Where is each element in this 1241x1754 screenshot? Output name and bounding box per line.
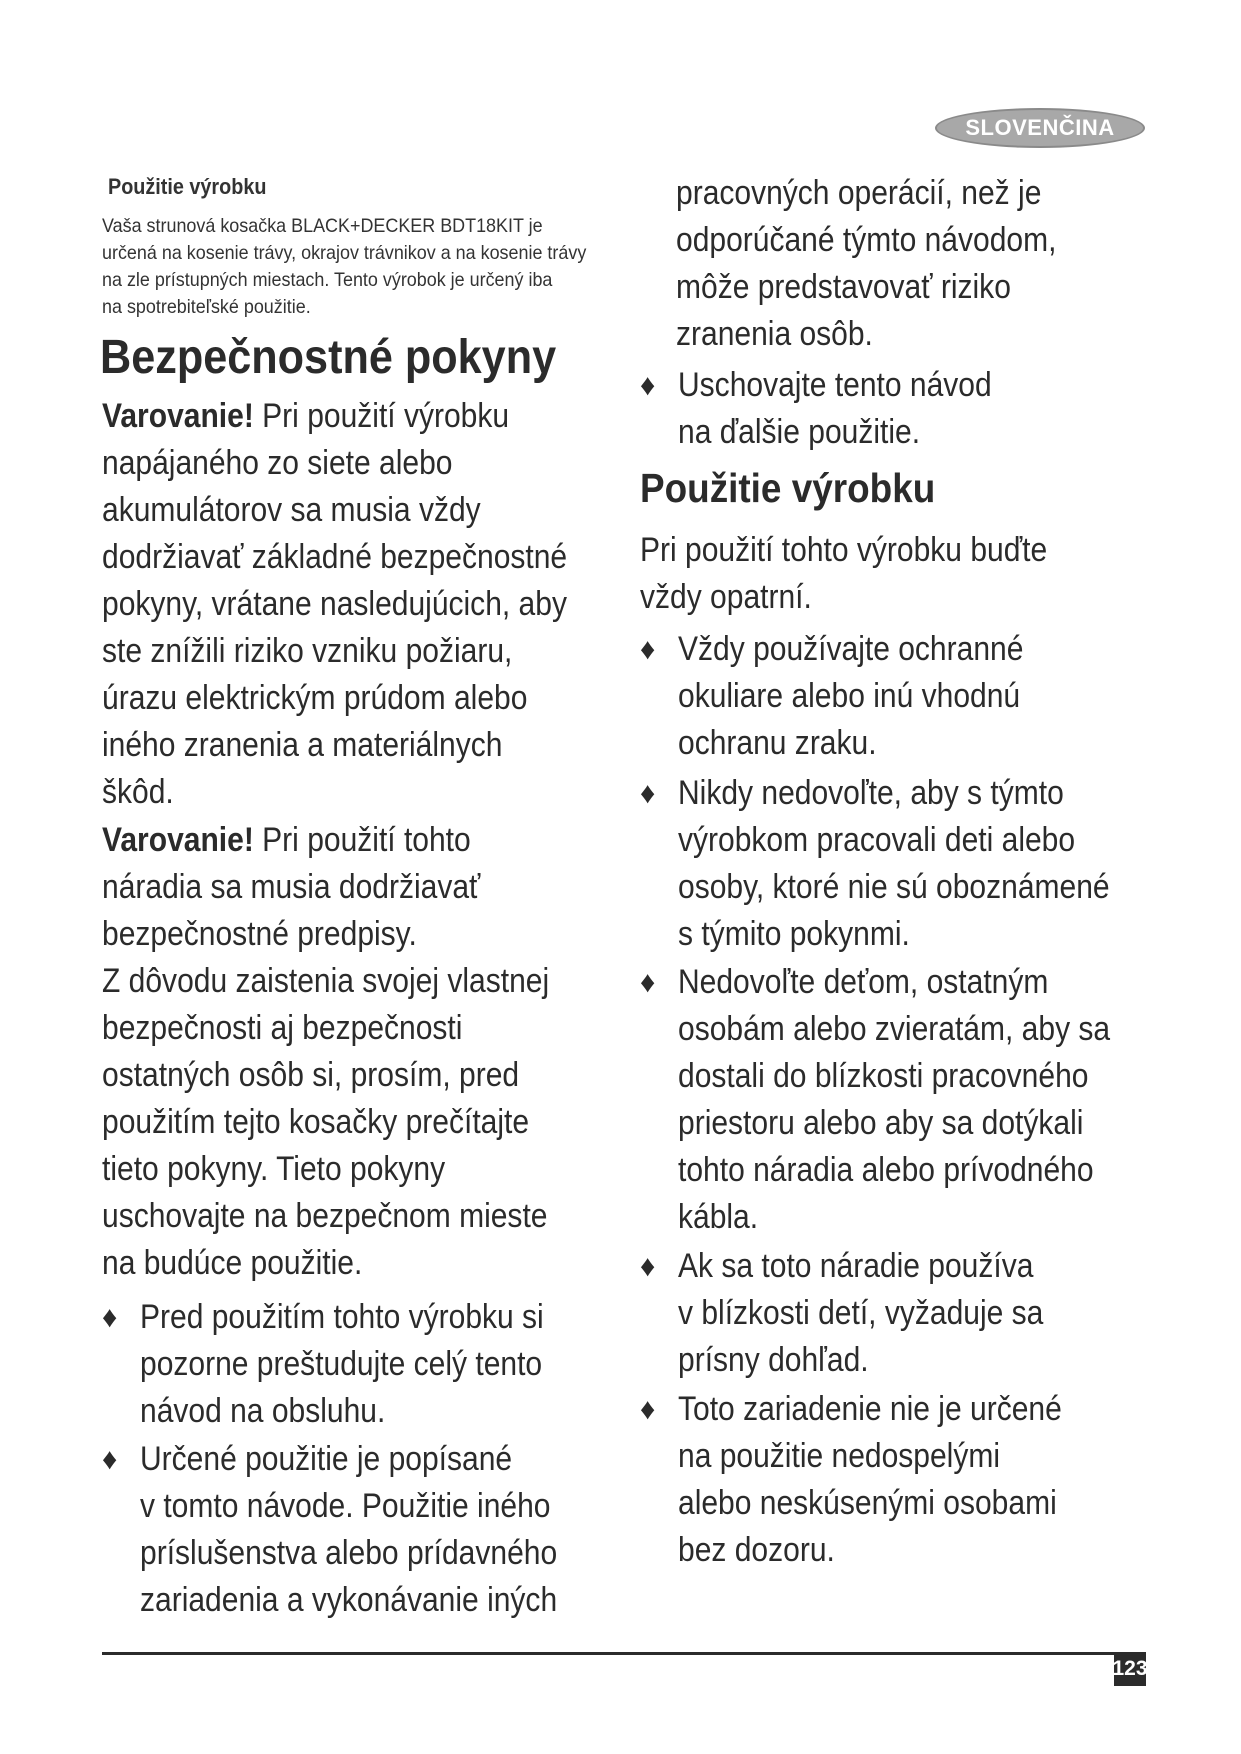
bullet-text: alebo neskúsenými osobami (678, 1484, 1057, 1522)
bullet-text: priestoru alebo aby sa dotýkali (678, 1104, 1084, 1142)
bullet-text: okuliare alebo inú vhodnú (678, 677, 1021, 715)
warning-text: škôd. (102, 773, 174, 811)
bullet-text: pozorne preštudujte celý tento (140, 1345, 543, 1383)
warning-text: bezpečnosti aj bezpečnosti (102, 1009, 463, 1047)
bullet-text: Ak sa toto náradie používa (678, 1247, 1034, 1285)
bullet-text: Nedovoľte deťom, ostatným (678, 963, 1049, 1001)
bullet-text: na ďalšie použitie. (678, 413, 921, 451)
bullet-text: v tomto návode. Použitie iného (140, 1487, 551, 1525)
warning-text: iného zranenia a materiálnych (102, 726, 503, 764)
bullet-text: Uschovajte tento návod (678, 366, 992, 404)
bullet-text: osobám alebo zvieratám, aby sa (678, 1010, 1111, 1048)
warning-text: náradia sa musia dodržiavať (102, 868, 481, 906)
warning-2 (102, 817, 616, 1287)
bullet-text: Vždy používajte ochranné (678, 630, 1024, 668)
footer-divider (102, 1652, 1114, 1655)
warning-text: Z dôvodu zaistenia svojej vlastnej (102, 962, 550, 1000)
intro-paragraph (102, 213, 599, 321)
intro-line: určená na kosenie trávy, okrajov trávnikov a na kosenie trávy (102, 242, 587, 264)
bullet-text: na použitie nedospelými (678, 1437, 1001, 1475)
bullet-diamond-icon: ♦ (640, 1393, 656, 1426)
bullet-text: tohto náradia alebo prívodného (678, 1151, 1094, 1189)
page-number: 123 (1114, 1652, 1146, 1686)
warning-1 (102, 393, 637, 816)
warning-text: napájaného zo siete alebo (102, 444, 453, 482)
intro-line: na zle prístupných miestach. Tento výrobok je určený iba (102, 269, 553, 291)
warning-text: použitím tejto kosačky prečítajte (102, 1103, 530, 1141)
bullet-text: Určené použitie je popísané (140, 1440, 513, 1478)
usage-intro (640, 527, 1108, 621)
bullet-diamond-icon: ♦ (102, 1443, 118, 1476)
bullet-text: návod na obsluhu. (140, 1392, 386, 1430)
bullet-text: osoby, ktoré nie sú oboznámené (678, 868, 1110, 906)
bullet-text: výrobkom pracovali deti alebo (678, 821, 1076, 859)
continuation-text: pracovných operácií, než je (676, 174, 1042, 212)
continuation-text: odporúčané týmto návodom, (676, 221, 1057, 259)
bullet-diamond-icon: ♦ (640, 369, 656, 402)
warning-text: Pri použití tohto (253, 821, 471, 859)
bullet-text: zariadenia a vykonávanie iných (140, 1581, 558, 1619)
bullet-text: s týmito pokynmi. (678, 915, 910, 953)
safety-title: Bezpečnostné pokyny (100, 331, 557, 384)
bullet-text: bez dozoru. (678, 1531, 835, 1569)
warning-text: uschovajte na bezpečnom mieste (102, 1197, 548, 1235)
bullet-diamond-icon: ♦ (640, 1250, 656, 1283)
warning-text: ostatných osôb si, prosím, pred (102, 1056, 520, 1094)
language-badge: SLOVENČINA (935, 108, 1145, 148)
warning-text: ste znížili riziko vzniku požiaru, (102, 632, 513, 670)
bullet-text: dostali do blízkosti pracovného (678, 1057, 1089, 1095)
bullet-diamond-icon: ♦ (640, 633, 656, 666)
usage-intro-text: vždy opatrní. (640, 578, 812, 616)
intro-line: na spotrebiteľské použitie. (102, 296, 311, 318)
warning-text: tieto pokyny. Tieto pokyny (102, 1150, 446, 1188)
warning-text: na budúce použitie. (102, 1244, 363, 1282)
continuation-text: môže predstavovať riziko (676, 268, 1011, 306)
bullet-text: kábla. (678, 1198, 759, 1236)
bullet-text: Toto zariadenie nie je určené (678, 1390, 1062, 1428)
bullet-text: príslušenstva alebo prídavného (140, 1534, 558, 1572)
bullet-diamond-icon: ♦ (640, 777, 656, 810)
bullet-text: v blízkosti detí, vyžaduje sa (678, 1294, 1044, 1332)
warning-text: akumulátorov sa musia vždy (102, 491, 481, 529)
warning-text: dodržiavať základné bezpečnostné (102, 538, 568, 576)
warning-text: pokyny, vrátane nasledujúcich, aby (102, 585, 567, 623)
usage-intro-text: Pri použití tohto výrobku buďte (640, 531, 1048, 569)
warning-text: úrazu elektrickým prúdom alebo (102, 679, 528, 717)
warning-text: Pri použití výrobku (253, 397, 510, 435)
bullet-text: Pred použitím tohto výrobku si (140, 1298, 544, 1336)
bullet-text: ochranu zraku. (678, 724, 877, 762)
bullet-continuation (676, 170, 1113, 358)
bullet-text: Nikdy nedovoľte, aby s týmto (678, 774, 1064, 812)
bullet-diamond-icon: ♦ (102, 1301, 118, 1334)
bullet-text: prísny dohľad. (678, 1341, 869, 1379)
intro-line: Vaša strunová kosačka BLACK+DECKER BDT18KIT je (102, 215, 543, 237)
warning-label: Varovanie! (102, 821, 254, 859)
warning-text: bezpečnostné predpisy. (102, 915, 417, 953)
warning-label: Varovanie! (102, 397, 254, 435)
bullet-diamond-icon: ♦ (640, 966, 656, 999)
intro-heading: Použitie výrobku (108, 174, 267, 199)
usage-title: Použitie výrobku (640, 465, 936, 511)
continuation-text: zranenia osôb. (676, 315, 873, 353)
